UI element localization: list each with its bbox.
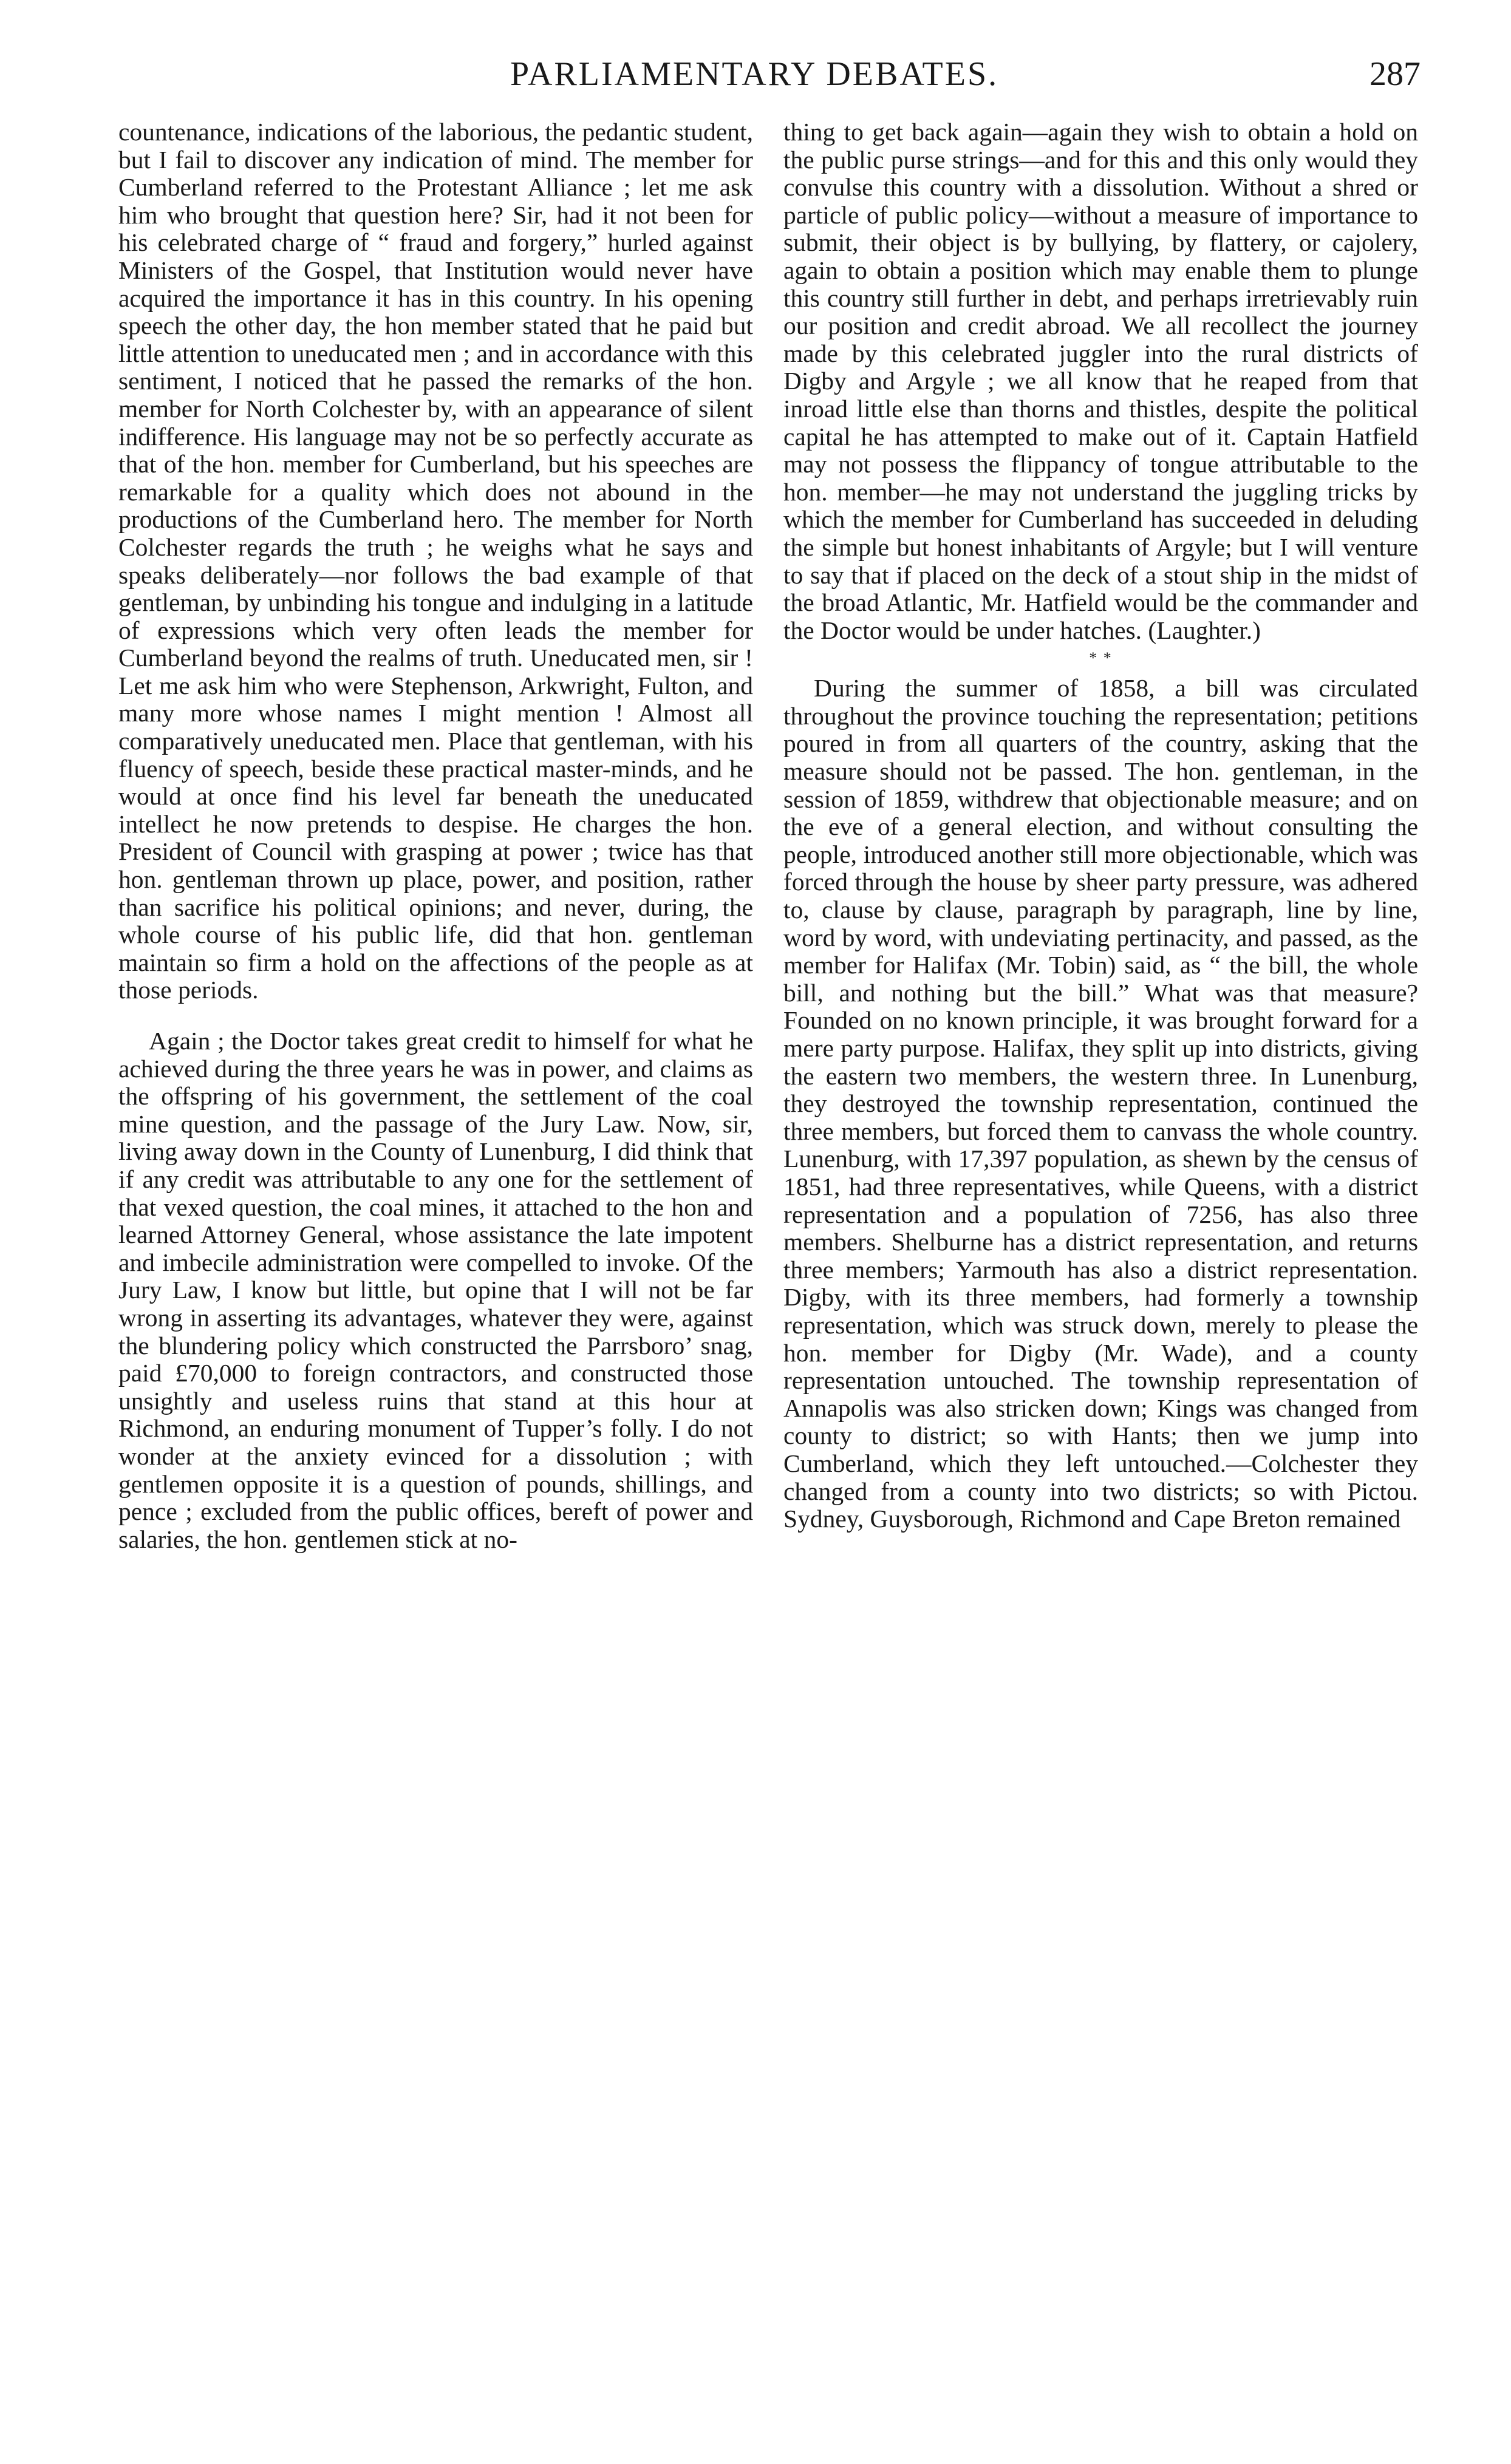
page-number: 287 (1369, 55, 1421, 93)
right-paragraph-2: During the summer of 1858, a bill was circulated throughout the province touching the representation; petitions poured in from all quarters of the country, asking that the measure should not be passed. The hon. gentleman, in the session of 1859, withdrew that objectionable measure; and on the eve of a general election, and without consulting the people, introduced another still more objectionable, which was forced through the house by sheer party pressure, was adhered to, clause by clause, paragraph by paragraph, line by line, word by word, with undeviating pertinacity, and passed, as the member for Halifax (Mr. Tobin) said, as “ the bill, the whole bill, and nothing but the bill.” What was that measure? Founded on no known principle, it was brought forward for a mere party purpose. Halifax, they split up into districts, giving the eastern two members, the western three. In Lunenburg, they destroyed the township representation, continued the three members, but forced them to canvass the whole country. Lunenburg, with 17,397 population, as shewn by the census of 1851, had three representatives, while Queens, with a district representation and a population of 7256, has also three members. Shelburne has a district representation, and returns three members; Yarmouth has also a district representation. Digby, with its three members, had formerly a township representation, which was struck down, merely to please the hon. member for Digby (Mr. Wade), and a county representation untouched. The township representation of Annapolis was also stricken down; Kings was changed from county to district; so with Hants; then we jump into Cumberland, which they left untouched.—Colchester they changed from a county into two districts; so with Pictou. Sydney, Guysborough, Richmond and Cape Breton remained (783, 674, 1418, 1533)
left-column (118, 118, 753, 1553)
left-paragraph-1: countenance, indications of the laborious, the pedantic student, but I fail to discover any indication of mind. The member for Cumberland referred to the Protestant Alliance ; let me ask him who brought that question here? Sir, had it not been for his celebrated charge of “ fraud and forgery,” hurled against Ministers of the Gospel, that Institution would never have acquired the importance it has in this country. In his opening speech the other day, the hon member stated that he paid but little attention to uneducated men ; and in accordance with this sentiment, I noticed that he passed the remarks of the hon. member for North Colchester by, with an appearance of silent indifference. His language may not be so perfectly accurate as that of the hon. member for Cumberland, but his speeches are remarkable for a quality which does not abound in the productions of the Cumberland hero. The member for North Colchester regards the truth ; he weighs what he says and speaks deliberately—nor follows the bad example of that gentleman, by unbinding his tongue and indulging in a latitude of expressions which very often leads the member for Cumberland beyond the realms of truth. Uneducated men, sir ! Let me ask him who were Stephenson, Arkwright, Fulton, and many more whose names I might mention ! Almost all comparatively uneducated men. Place that gentleman, with his fluency of speech, beside these practical master-minds, and he would at once find his level far beneath the uneducated intellect he now pretends to despise. He charges the hon. President of Council with grasping at power ; twice has that hon. gentleman thrown up place, power, and position, rather than sacrifice his political opinions; and never, during, the whole course of his public life, did that hon. gentleman maintain so firm a hold on the affections of the people as at those periods. (118, 118, 753, 1004)
right-column (783, 118, 1418, 1533)
right-paragraph-1: thing to get back again—again they wish to obtain a hold on the public purse strings—and for this and this only would they convulse this country with a dissolution. Without a shred or particle of public policy—without a measure of importance to submit, their object is by bullying, by flattery, or cajolery, again to obtain a position which may enable them to plunge this country still further in debt, and perhaps irretrievably ruin our position and credit abroad. We all recollect the journey made by this celebrated juggler into the rural districts of Digby and Argyle ; we all know that he reaped from that inroad little else than thorns and thistles, despite the political capital he has attempted to make out of it. Captain Hatfield may not possess the flippancy of tongue attributable to the hon. member—he may not understand the juggling tricks by which the member for Cumberland has succeeded in deluding the simple but honest inhabitants of Argyle; but I will venture to say that if placed on the deck of a stout ship in the midst of the broad Atlantic, Mr. Hatfield would be the commander and the Doctor would be under hatches. (Laughter.) (783, 118, 1418, 644)
page-header (0, 52, 1511, 107)
left-paragraph-2: Again ; the Doctor takes great credit to himself for what he achieved during the three years he was in power, and claims as the offspring of his government, the settlement of the coal mine question, and the passage of the Jury Law. Now, sir, living away down in the County of Lunenburg, I did think that if any credit was attributable to any one for the settlement of that vexed question, the coal mines, it attached to the hon and learned Attorney General, whose assistance the late impotent and imbecile administration were compelled to invoke. Of the Jury Law, I know but little, but opine that I will not be far wrong in asserting its advantages, whatever they were, against the blundering policy which constructed the Parrsboro’ snag, paid £70,000 to foreign contractors, and constructed those unsightly and useless ruins that stand at this hour at Richmond, an enduring monument of Tupper’s folly. I do not wonder at the anxiety evinced for a dissolution ; with gentlemen opposite it is a question of pounds, shillings, and pence ; excluded from the public offices, bereft of power and salaries, the hon. gentlemen stick at no- (118, 1027, 753, 1553)
section-separator: * * (1089, 649, 1113, 667)
running-head-title: PARLIAMENTARY DEBATES. (510, 55, 999, 93)
